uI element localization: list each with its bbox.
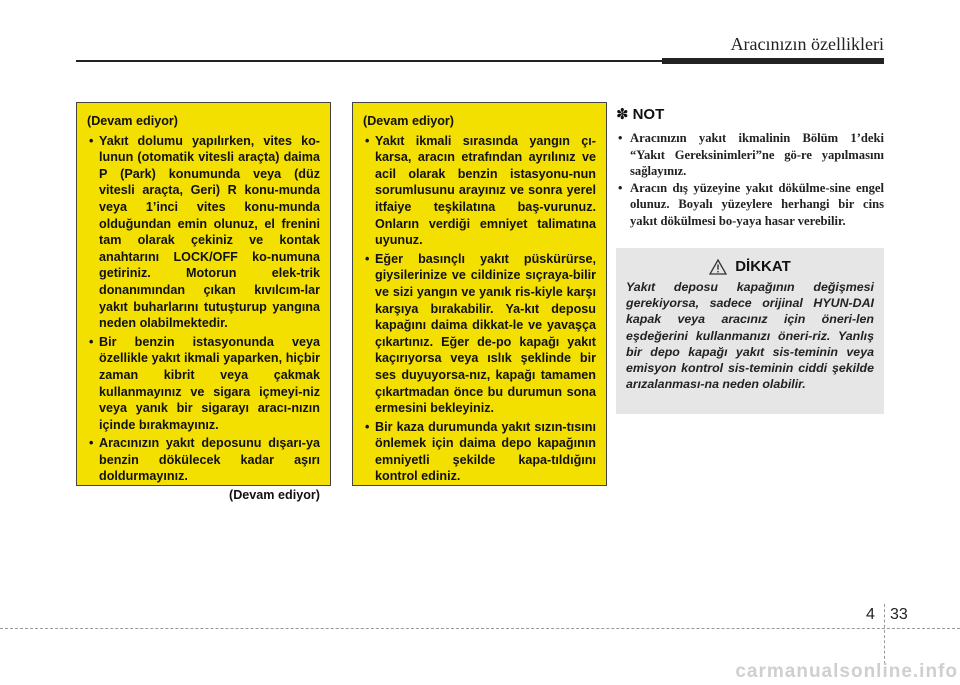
- warning-box-middle: [352, 102, 607, 486]
- note-star-icon: ✽: [616, 106, 629, 123]
- list-item-text: Yakıt ikmali sırasında yangın çı-karsa, aracın etrafından ayrılınız ve acil olarak benzin istasyonu-nun sorumlusunu arayınız ve sonra yerel itfaiye teşkilatına baş-vurunuz. Onların verdiği emniyet talimatına uyunuz.: [375, 133, 596, 248]
- bullet-icon: •: [618, 180, 623, 195]
- header-rule-accent: [662, 58, 884, 64]
- footer-rule: [0, 628, 960, 629]
- list-item-text: Eğer basınçlı yakıt püskürürse, giysilerinize ve cildinize sıçraya-bilir ve sizi yangın ve yanık ris-kiyle karşı karşıya bırakabilir. Ya-kıt deposu kapağını daima dikkat-le ve yavaşça çıkartınız. Eğer de-po kapağı yakıt kaçırıyorsa veya ıslık şeklinde bir ses duyuyorsa-nız, kapağı tamamen çıkartmadan önce bu durumun sona ermesini bekleyiniz.: [375, 251, 596, 416]
- bullet-icon: •: [618, 131, 623, 145]
- note-list: [616, 130, 884, 230]
- bullet-icon: •: [89, 436, 94, 451]
- bullet-icon: •: [89, 334, 94, 349]
- continued-label: (Devam ediyor): [87, 114, 178, 128]
- list-item-text: Aracınızın yakıt ikmalinin Bölüm 1’deki “Yakıt Gereksinimleri”ne gö-re yapılmasını sağlayınız.: [630, 131, 884, 179]
- caution-title: DİKKAT: [735, 258, 791, 275]
- list-item-text: Aracınızın yakıt deposunu dışarı-ya benzin dökülecek kadar aşırı doldurmayınız.: [99, 436, 320, 484]
- caution-heading: [626, 258, 874, 275]
- warning-box-left: [76, 102, 331, 503]
- footer-divider: [884, 604, 885, 664]
- list-item: [363, 251, 596, 417]
- list-item: [87, 133, 320, 332]
- continued-footer: (Devam ediyor): [229, 488, 320, 503]
- note-title: NOT: [632, 106, 665, 123]
- warning-list: [363, 133, 596, 485]
- list-item: [363, 133, 596, 249]
- note-heading: [616, 106, 884, 124]
- note-section: [616, 106, 884, 230]
- bullet-icon: •: [365, 133, 370, 148]
- bullet-icon: •: [89, 133, 94, 148]
- list-item: [363, 419, 596, 485]
- page-number: 33: [890, 606, 908, 623]
- list-item-text: Bir benzin istasyonunda veya özellikle yakıt ikmali yaparken, hiçbir zaman kibrit veya çakmak kullanmayınız ve sigara içmeyi-niz veya yanık bir sigarayı aracı-nızın içinde bırakmayınız.: [99, 334, 320, 432]
- section-title: Aracınızın özellikleri: [730, 34, 884, 54]
- list-item: [616, 180, 884, 230]
- list-item: [616, 130, 884, 180]
- continued-label: (Devam ediyor): [363, 114, 454, 128]
- caution-box: [616, 248, 884, 414]
- list-item-text: Aracın dış yüzeyine yakıt dökülme-sine engel olunuz. Boyalı yüzeylere herhangi bir cins yakıt dökülmesi bo-yaya hasar verebilir.: [630, 180, 884, 228]
- chapter-number: 4: [866, 606, 875, 623]
- bullet-icon: •: [365, 251, 370, 266]
- bullet-icon: •: [365, 419, 370, 434]
- list-item: [87, 435, 320, 485]
- caution-text: Yakıt deposu kapağının değişmesi gerekiyorsa, sadece orijinal HYUN-DAI kapak veya aracınız için öneri-len eşdeğerini kullanmanızı öneri-riz. Yanlış bir depo kapağı yakıt sis-teminin veya emisyon kontrol sis-teminin ciddi şekilde arızalanması-na neden olabilir.: [626, 280, 874, 392]
- watermark: carmanualsonline.info: [735, 661, 958, 682]
- list-item-text: Bir kaza durumunda yakıt sızın-tısını önlemek için daima depo kapağının emniyetli şekilde kapa-tıldığını kontrol ediniz.: [375, 419, 596, 484]
- warning-list: [87, 133, 320, 485]
- list-item: [87, 334, 320, 434]
- warning-triangle-icon: [709, 259, 727, 275]
- list-item-text: Yakıt dolumu yapılırken, vites ko-lunun (otomatik vitesli araçta) daima P (Park) konumunda veya (düz vitesli araçta, Geri) R konu-munda veya 1’inci vites konu-munda olduğundan emin olunuz, el frenini tam olarak çekiniz ve kontak anahtarını LOCK/OFF ko-numuna getiriniz. Motorun elek-trik donanımından çıkan kıvılcım-lar yakıt buharlarını tutuşturup yangına neden olabilmektedir.: [99, 133, 320, 331]
